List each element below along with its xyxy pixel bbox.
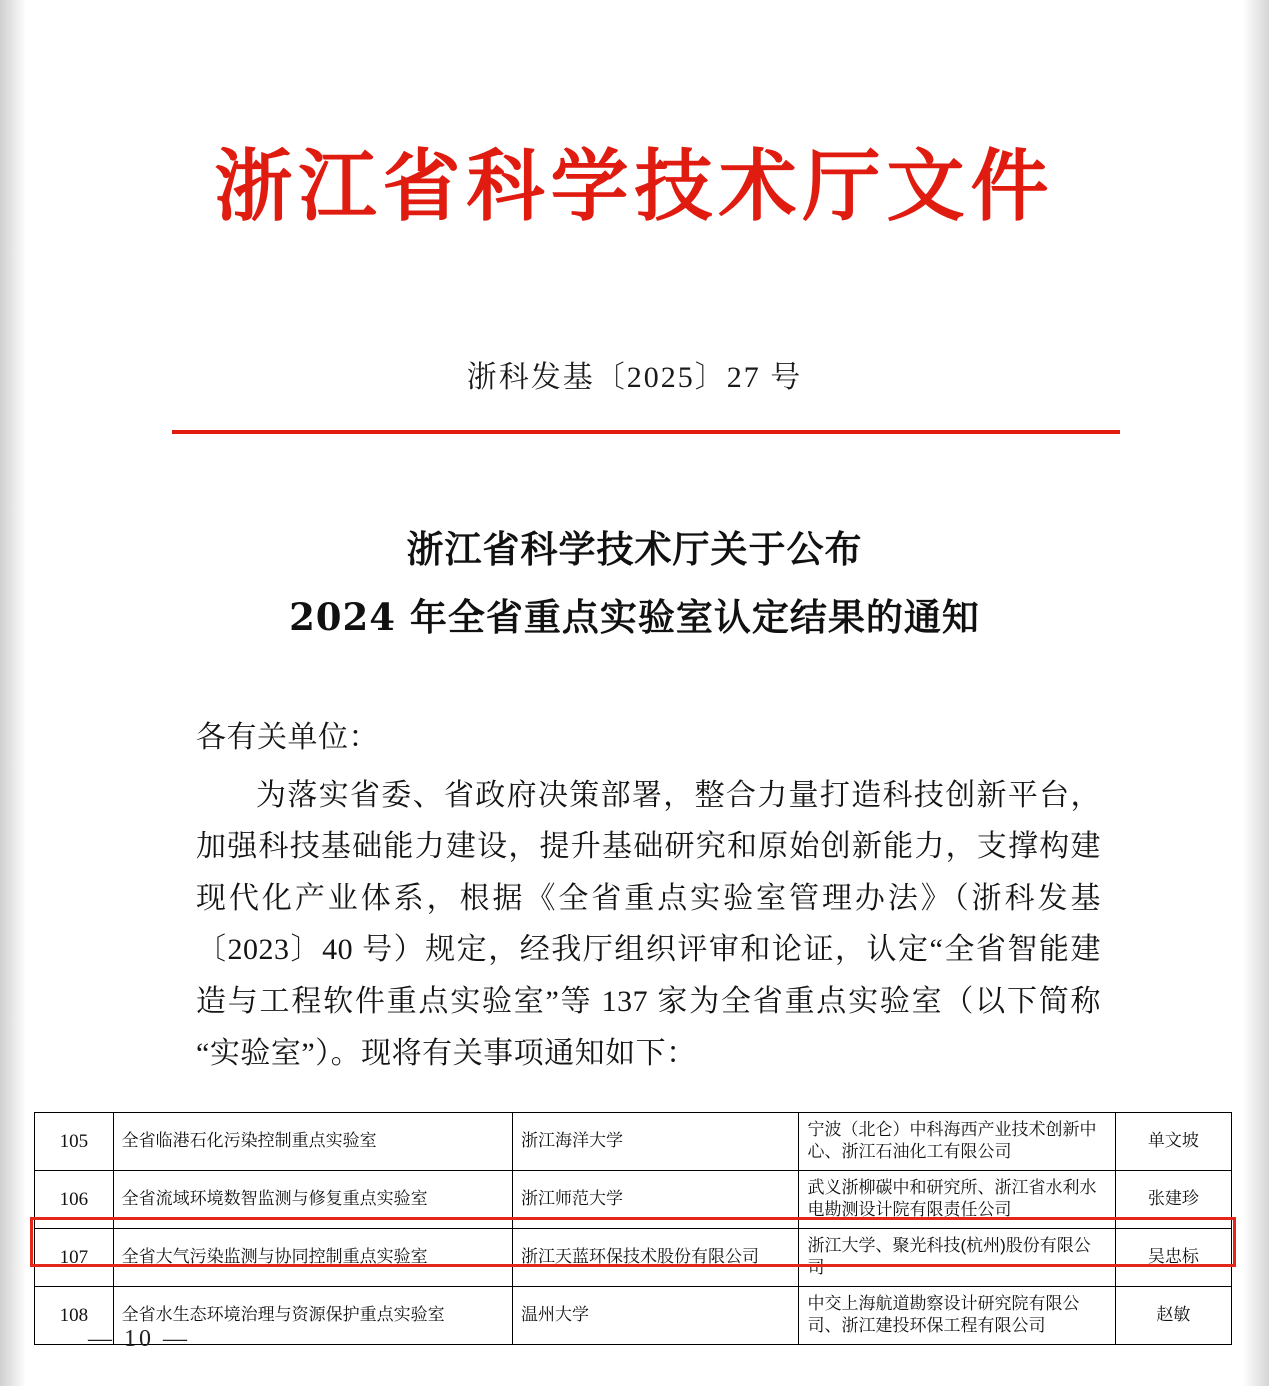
row-lab-name: 全省流域环境数智监测与修复重点实验室 (113, 1170, 512, 1228)
table-row (35, 1286, 1232, 1344)
row-number: 106 (35, 1170, 114, 1228)
row-cooperators: 宁波（北仑）中科海西产业技术创新中心、浙江石油化工有限公司 (799, 1113, 1115, 1171)
table-row-highlighted (35, 1228, 1232, 1286)
notice-heading-line-1: 浙江省科学技术厅关于公布 (406, 527, 863, 571)
page-number: — 10 — (88, 1326, 190, 1352)
salutation: 各有关单位： (196, 721, 379, 754)
row-host-unit: 浙江海洋大学 (512, 1113, 798, 1171)
red-divider-rule (172, 430, 1120, 434)
document-title: 浙江省科学技术厅文件 (214, 141, 1055, 232)
row-number: 107 (35, 1228, 114, 1286)
laboratory-table-body (35, 1113, 1232, 1345)
row-host-unit: 浙江天蓝环保技术股份有限公司 (512, 1228, 798, 1286)
notice-heading (0, 522, 1269, 645)
row-cooperators: 武义浙柳碳中和研究所、浙江省水利水电勘测设计院有限责任公司 (799, 1170, 1115, 1228)
notice-heading-line-2: 2024 年全省重点实验室认定结果的通知 (289, 594, 980, 639)
body-text (196, 712, 1101, 1085)
laboratory-table (34, 1112, 1232, 1345)
row-cooperators: 中交上海航道勘察设计研究院有限公司、浙江建投环保工程有限公司 (799, 1286, 1115, 1344)
table-row (35, 1113, 1232, 1171)
row-person: 单文坡 (1115, 1113, 1231, 1171)
laboratory-table-wrapper (34, 1112, 1232, 1345)
body-paragraph: 为落实省委、省政府决策部署，整合力量打造科技创新平台，加强科技基础能力建设，提升基础研究和原始创新能力，支撑构建现代化产业体系，根据《全省重点实验室管理办法》（浙科发基〔2023〕40 号）规定，经我厅组织评审和论证，认定“全省智能建造与工程软件重点实验室”等 137 家为全省重点实验室（以下简称“实验室”）。现将有关事项通知如下： (196, 778, 1101, 1070)
row-host-unit: 浙江师范大学 (512, 1170, 798, 1228)
row-person: 吴忠标 (1115, 1228, 1231, 1286)
row-person: 赵敏 (1115, 1286, 1231, 1344)
row-cooperators: 浙江大学、聚光科技(杭州)股份有限公司 (799, 1228, 1115, 1286)
row-number: 105 (35, 1113, 114, 1171)
row-lab-name: 全省水生态环境治理与资源保护重点实验室 (113, 1286, 512, 1344)
row-lab-name: 全省大气污染监测与协同控制重点实验室 (113, 1228, 512, 1286)
row-lab-name: 全省临港石化污染控制重点实验室 (113, 1113, 512, 1171)
row-person: 张建珍 (1115, 1170, 1231, 1228)
document-number: 浙科发基〔2025〕27 号 (466, 361, 803, 394)
table-row (35, 1170, 1232, 1228)
row-host-unit: 温州大学 (512, 1286, 798, 1344)
row-number: 108 (35, 1286, 114, 1344)
